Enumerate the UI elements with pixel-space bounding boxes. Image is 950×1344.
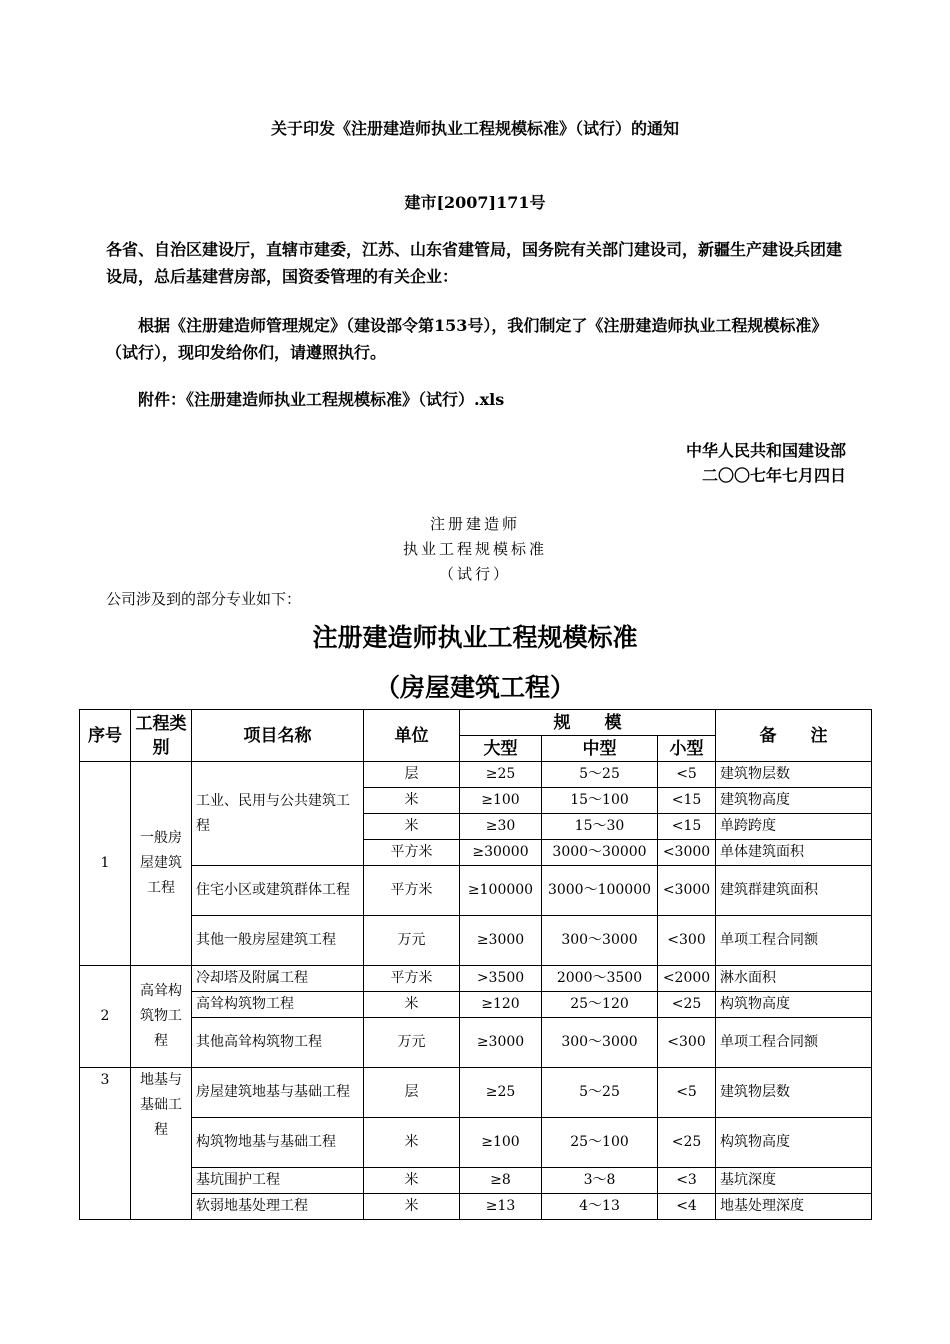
header-medium: 中型	[542, 736, 658, 762]
unit-cell: 米	[364, 1168, 460, 1194]
unit-cell: 平方米	[364, 840, 460, 866]
small-cell: <3	[658, 1168, 716, 1194]
small-cell: <5	[658, 1068, 716, 1118]
medium-cell: 25～100	[542, 1118, 658, 1168]
small-cell: <25	[658, 1118, 716, 1168]
issue-date: 二〇〇七年七月四日	[701, 466, 846, 485]
large-cell: ≥25	[460, 1068, 542, 1118]
remark-cell: 构筑物高度	[716, 1118, 872, 1168]
table-row	[80, 1194, 872, 1220]
medium-cell: 3～8	[542, 1168, 658, 1194]
large-cell: ≥8	[460, 1168, 542, 1194]
table-row	[80, 762, 872, 788]
medium-cell: 5～25	[542, 1068, 658, 1118]
group-number: 1	[80, 762, 131, 966]
header-scale: 规 模	[460, 710, 716, 736]
large-cell: ≥100	[460, 788, 542, 814]
remark-cell: 建筑物高度	[716, 788, 872, 814]
item-name: 基坑围护工程	[192, 1168, 364, 1194]
group-number: 3	[80, 1068, 131, 1220]
item-name: 构筑物地基与基础工程	[192, 1118, 364, 1168]
unit-cell: 米	[364, 788, 460, 814]
small-cell: <3000	[658, 840, 716, 866]
remark-cell: 淋水面积	[716, 966, 872, 992]
unit-cell: 万元	[364, 916, 460, 966]
table-row	[80, 916, 872, 966]
table-row	[80, 1168, 872, 1194]
remark-cell: 单跨跨度	[716, 814, 872, 840]
medium-cell: 15～100	[542, 788, 658, 814]
item-name: 高耸构筑物工程	[192, 992, 364, 1018]
medium-cell: 3000～100000	[542, 866, 658, 916]
small-cell: <25	[658, 992, 716, 1018]
intro-text: 公司涉及到的部分专业如下：	[106, 590, 302, 608]
recipients-paragraph: 各省、自治区建设厅，直辖市建委，江苏、山东省建管局，国务院有关部门建设司，新疆生产建设兵团建设局，总后基建营房部，国资委管理的有关企业：	[106, 240, 843, 286]
remark-cell: 基坑深度	[716, 1168, 872, 1194]
header-category: 工程类别	[131, 710, 192, 762]
unit-cell: 米	[364, 814, 460, 840]
item-name: 软弱地基处理工程	[192, 1194, 364, 1220]
large-cell: ≥3000	[460, 916, 542, 966]
large-cell: ≥3000	[460, 1018, 542, 1068]
scale-standard-table	[79, 709, 872, 1220]
medium-cell: 300～3000	[542, 916, 658, 966]
item-name: 其他高耸构筑物工程	[192, 1018, 364, 1068]
large-cell: ≥100000	[460, 866, 542, 916]
table-subtitle: （房屋建筑工程）	[374, 673, 575, 702]
issuer-signature: 中华人民共和国建设部	[685, 441, 846, 460]
small-cell: <2000	[658, 966, 716, 992]
medium-cell: 300～3000	[542, 1018, 658, 1068]
header-small: 小型	[658, 736, 716, 762]
remark-cell: 单体建筑面积	[716, 840, 872, 866]
small-cell: <300	[658, 1018, 716, 1068]
unit-cell: 层	[364, 1068, 460, 1118]
medium-cell: 3000～30000	[542, 840, 658, 866]
item-name: 房屋建筑地基与基础工程	[192, 1068, 364, 1118]
header-item: 项目名称	[192, 710, 364, 762]
medium-cell: 5～25	[542, 762, 658, 788]
small-cell: <3000	[658, 866, 716, 916]
unit-cell: 万元	[364, 1018, 460, 1068]
medium-cell: 15～30	[542, 814, 658, 840]
group-category: 一般房屋建筑工程	[131, 762, 192, 966]
standard-title-line2: 执业工程规模标准	[402, 540, 547, 558]
document-number: 建市[2007]171号	[404, 193, 546, 212]
header-remark: 备 注	[716, 710, 872, 762]
large-cell: >3500	[460, 966, 542, 992]
table-row	[80, 992, 872, 1018]
medium-cell: 2000～3500	[542, 966, 658, 992]
notice-title: 关于印发《注册建造师执业工程规模标准》（试行）的通知	[270, 119, 679, 138]
remark-cell: 单项工程合同额	[716, 1018, 872, 1068]
item-name: 冷却塔及附属工程	[192, 966, 364, 992]
header-unit: 单位	[364, 710, 460, 762]
remark-cell: 构筑物高度	[716, 992, 872, 1018]
small-cell: <300	[658, 916, 716, 966]
unit-cell: 层	[364, 762, 460, 788]
standard-title-line1: 注册建造师	[429, 515, 520, 533]
table-row	[80, 1018, 872, 1068]
unit-cell: 平方米	[364, 966, 460, 992]
remark-cell: 建筑群建筑面积	[716, 866, 872, 916]
small-cell: <5	[658, 762, 716, 788]
table-row	[80, 866, 872, 916]
unit-cell: 平方米	[364, 866, 460, 916]
remark-cell: 单项工程合同额	[716, 916, 872, 966]
group-number: 2	[80, 966, 131, 1068]
large-cell: ≥100	[460, 1118, 542, 1168]
remark-cell: 建筑物层数	[716, 762, 872, 788]
table-row	[80, 966, 872, 992]
large-cell: ≥30000	[460, 840, 542, 866]
header-no: 序号	[80, 710, 131, 762]
body-paragraph: 根据《注册建造师管理规定》（建设部令第153号），我们制定了《注册建造师执业工程规模标准》（试行），现印发给你们，请遵照执行。	[106, 316, 828, 362]
remark-cell: 建筑物层数	[716, 1068, 872, 1118]
large-cell: ≥30	[460, 814, 542, 840]
group-category: 地基与基础工程	[131, 1068, 192, 1220]
unit-cell: 米	[364, 1194, 460, 1220]
small-cell: <15	[658, 788, 716, 814]
item-name: 住宅小区或建筑群体工程	[192, 866, 364, 916]
large-cell: ≥120	[460, 992, 542, 1018]
small-cell: <4	[658, 1194, 716, 1220]
group-category: 高耸构筑物工程	[131, 966, 192, 1068]
header-large: 大型	[460, 736, 542, 762]
large-cell: ≥13	[460, 1194, 542, 1220]
attachment-link[interactable]: 附件：《注册建造师执业工程规模标准》（试行）.xls	[138, 390, 505, 409]
unit-cell: 米	[364, 1118, 460, 1168]
large-cell: ≥25	[460, 762, 542, 788]
table-row	[80, 1068, 872, 1118]
medium-cell: 4～13	[542, 1194, 658, 1220]
unit-cell: 米	[364, 992, 460, 1018]
table-main-title: 注册建造师执业工程规模标准	[312, 623, 638, 652]
small-cell: <15	[658, 814, 716, 840]
standard-title-line3: （试行）	[438, 565, 511, 583]
item-name: 工业、民用与公共建筑工程	[192, 762, 364, 866]
table-row	[80, 1118, 872, 1168]
item-name: 其他一般房屋建筑工程	[192, 916, 364, 966]
medium-cell: 25～120	[542, 992, 658, 1018]
remark-cell: 地基处理深度	[716, 1194, 872, 1220]
